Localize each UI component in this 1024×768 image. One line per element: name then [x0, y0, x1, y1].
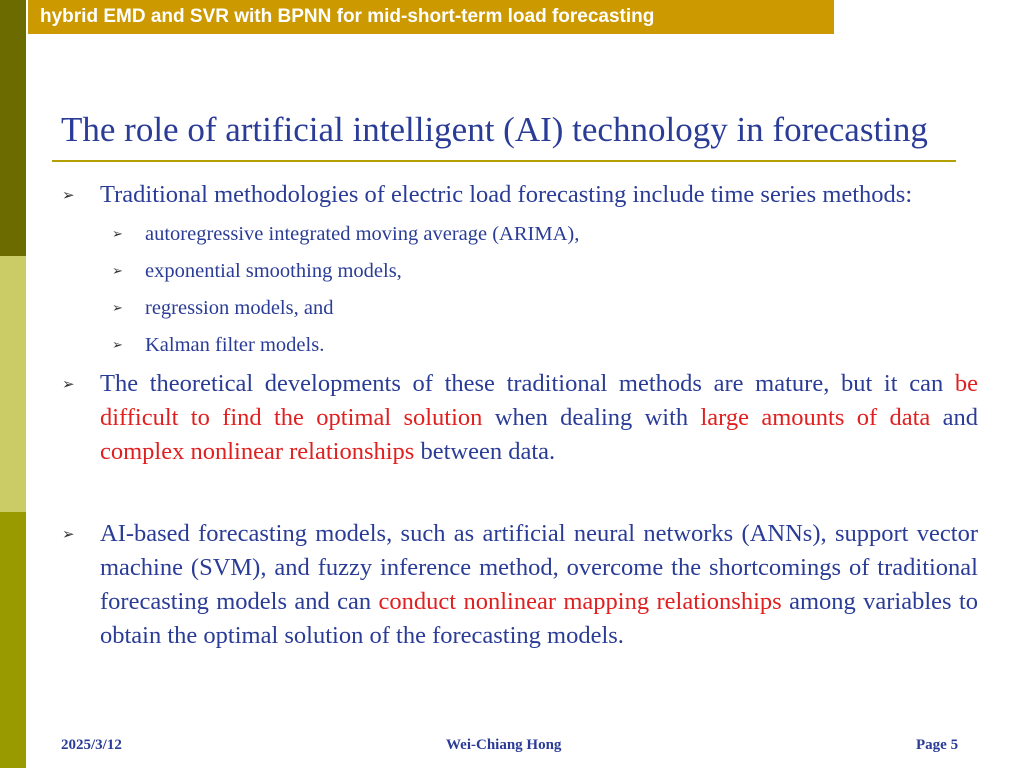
sub-bullet-kalman	[62, 327, 978, 364]
highlight-nonlinear-relationships: complex nonlinear relationships	[100, 438, 415, 465]
side-bar-bottom	[0, 512, 26, 768]
highlight-difficult-optimal: be difficult to find the optimal solution	[100, 370, 978, 431]
arrow-bullet-icon: ➢	[62, 525, 75, 543]
bullet-text-segment: between data.	[414, 438, 556, 465]
sub-bullet-exponential-smoothing	[62, 253, 978, 290]
bullet-text-segment: AI-based forecasting models, such as artificial neural networks (ANNs), support vector machine (SVM), and fuzzy inference method, overcome the shortcomings of traditional forecasting models and can	[100, 520, 978, 615]
title-divider	[52, 160, 956, 162]
bullet-traditional-methods	[62, 178, 978, 212]
sub-bullet-list	[62, 216, 978, 364]
arrow-bullet-icon: ➢	[112, 301, 123, 316]
footer-page-number: Page 5	[916, 737, 959, 753]
arrow-bullet-icon: ➢	[112, 264, 123, 279]
bullet-theoretical-developments	[62, 367, 978, 469]
highlight-large-data: large amounts of data	[700, 404, 931, 431]
arrow-bullet-icon: ➢	[112, 227, 123, 242]
bullet-text-segment: and	[930, 404, 978, 431]
slide-content	[62, 178, 978, 653]
footer-date: 2025/3/12	[61, 737, 122, 753]
arrow-bullet-icon: ➢	[62, 186, 75, 204]
bullet-text-segment: when dealing with	[482, 404, 701, 431]
arrow-bullet-icon: ➢	[112, 338, 123, 353]
bullet-text-segment: The theoretical developments of these traditional methods are mature, but it can	[100, 370, 955, 397]
sub-bullet-arima	[62, 216, 978, 253]
bullet-text-segment: among variables to obtain the optimal solution of the forecasting models.	[100, 588, 978, 649]
footer-author: Wei-Chiang Hong	[446, 737, 562, 753]
bullet-ai-models	[62, 517, 978, 653]
highlight-nonlinear-mapping: conduct nonlinear mapping relationships	[378, 588, 782, 615]
sub-bullet-text: autoregressive integrated moving average (ARIMA),	[145, 223, 580, 245]
sub-bullet-text: Kalman filter models.	[145, 334, 325, 356]
arrow-bullet-icon: ➢	[62, 375, 75, 393]
side-bar-top	[0, 0, 26, 256]
header-banner: hybrid EMD and SVR with BPNN for mid-short-term load forecasting	[28, 0, 834, 34]
side-bar-middle	[0, 256, 26, 512]
sub-bullet-text: regression models, and	[145, 297, 334, 319]
sub-bullet-regression	[62, 290, 978, 327]
sub-bullet-text: exponential smoothing models,	[145, 260, 402, 282]
slide-title: The role of artificial intelligent (AI) technology in forecasting	[61, 110, 928, 149]
bullet-text: Traditional methodologies of electric load forecasting include time series methods:	[100, 181, 913, 208]
